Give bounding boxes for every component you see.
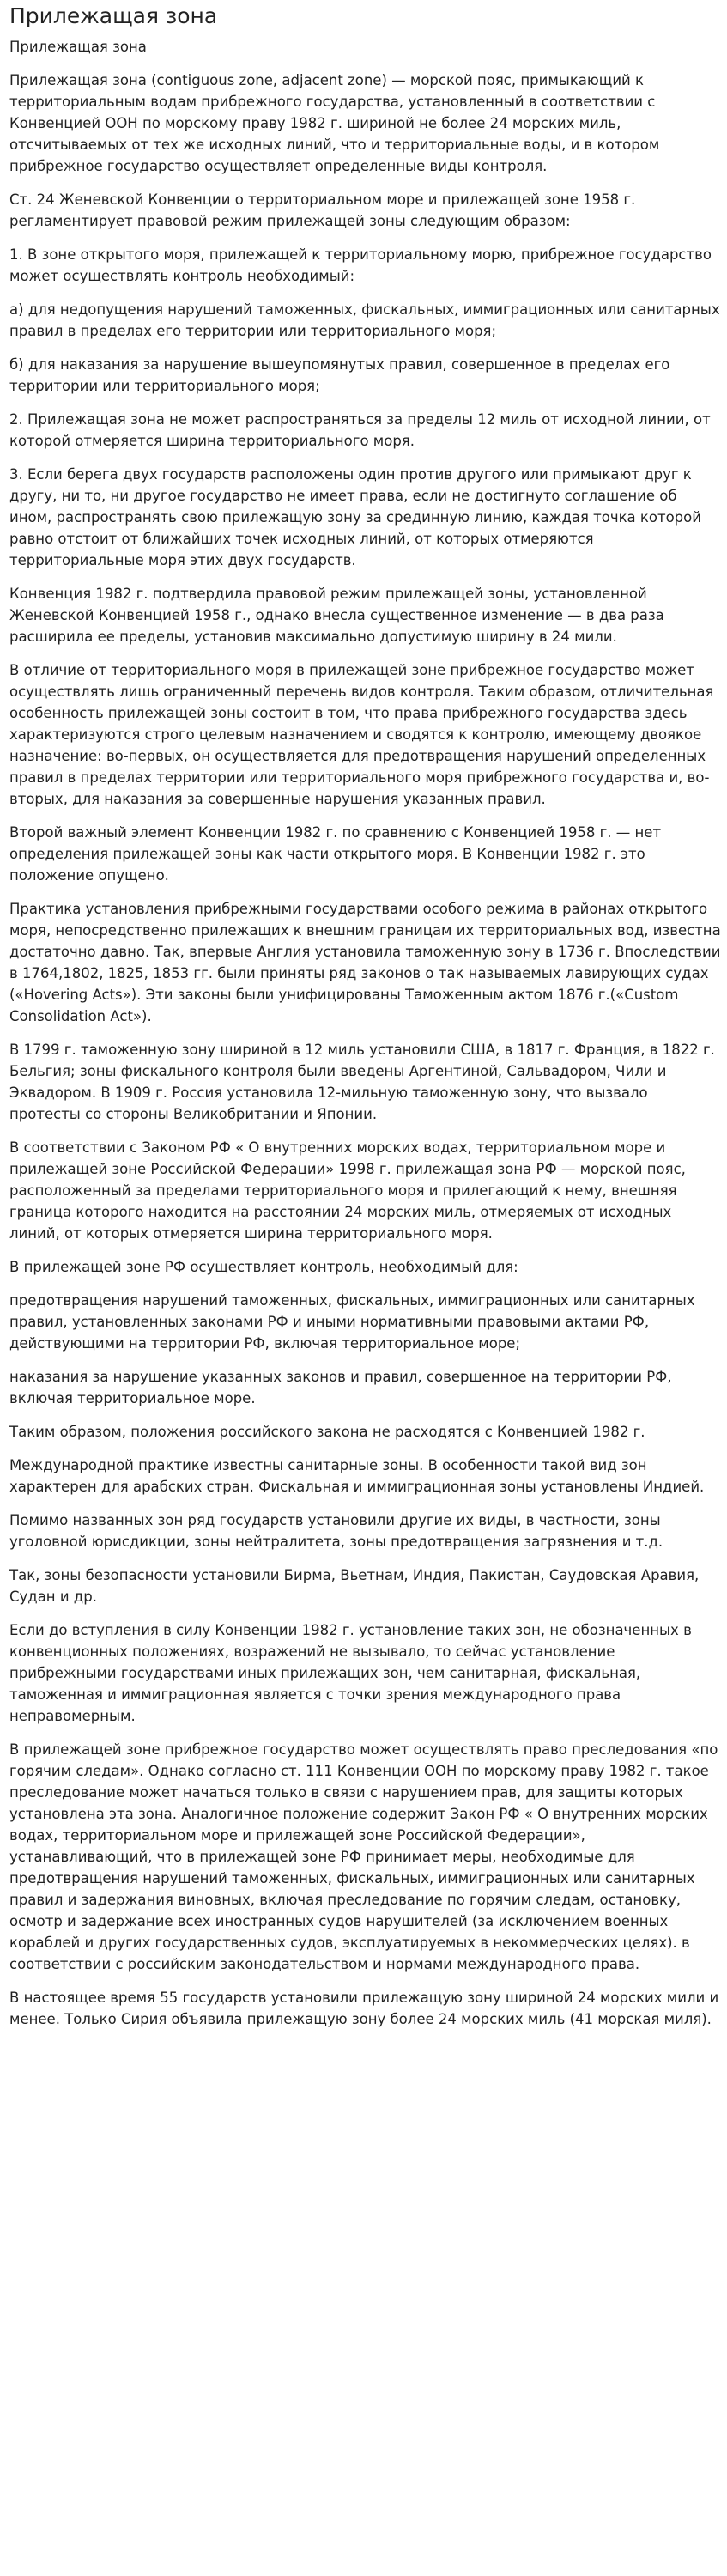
paragraph-sanitary-zones: Международной практике известны санитарные зоны. В особенности такой вид зон характерен для арабских стран. Фискальная и иммиграционная зоны установлены Индией. bbox=[9, 1457, 705, 1495]
paragraph-conclusion-consistency: Таким образом, положения российского закона не расходятся с Конвенцией 1982 г. bbox=[9, 1424, 645, 1440]
paragraph-geneva-art24: Ст. 24 Женевской Конвенции о территориальном море и прилежащей зоне 1958 г. регламентирует правовой режим прилежащей зоны следующим образом: bbox=[9, 191, 636, 229]
paragraph-rf-control-intro: В прилежащей зоне РФ осуществляет контроль, необходимый для: bbox=[9, 1259, 518, 1275]
paragraph-convention-1982: Конвенция 1982 г. подтвердила правовой режим прилежащей зоны, установленной Женевской Конвенцией 1958 г., однако внесла существенное изменение — в два раза расширила ее пределы, установив максимально допустимую ширину в 24 мили. bbox=[9, 586, 664, 645]
paragraph-rf-control-punishment: наказания за нарушение указанных законов и правил, совершенное на территории РФ, включая территориальное море. bbox=[9, 1369, 672, 1406]
paragraph-current-state: В настоящее время 55 государств установили прилежащую зону шириной 24 морских мили и менее. Только Сирия объявила прилежащую зону более 24 морских миль (41 морская миля). bbox=[9, 1990, 719, 2027]
paragraph-control-limits: В отличие от территориального моря в прилежащей зоне прибрежное государство может осуществлять лишь ограниченный перечень видов контроля. Таким образом, отличительная особенность прилежащей зоны состоит в том, что права прибрежного государства здесь характеризуются строго целевым назначением и сводятся к контролю, имеющему двоякое назначение: во-первых, он осуществляется для предотвращения нарушений определенных правил в пределах территории или территориального моря прибрежного государства и, во-вторых, для наказания за совершенные нарушения указанных правил. bbox=[9, 662, 714, 807]
paragraph-other-zones: Помимо названных зон ряд государств установили другие их виды, в частности, зоны уголовной юрисдикции, зоны нейтралитета, зоны предотвращения загрязнения и т.д. bbox=[9, 1512, 663, 1550]
paragraph-point-1: 1. В зоне открытого моря, прилежащей к территориальному морю, прибрежное государство может осуществлять контроль необходимый: bbox=[9, 246, 712, 284]
paragraph-security-zones: Так, зоны безопасности установили Бирма, Вьетнам, Индия, Пакистан, Саудовская Аравия, Судан и др. bbox=[9, 1567, 700, 1605]
paragraph-second-element: Второй важный элемент Конвенции 1982 г. по сравнению с Конвенцией 1958 г. — нет определения прилежащей зоны как части открытого моря. В Конвенции 1982 г. это положение опущено. bbox=[9, 824, 662, 884]
paragraph-point-1b: б) для наказания за нарушение вышеупомянутых правил, совершенное в пределах его территории или территориального моря; bbox=[9, 356, 670, 394]
paragraph-point-1a: а) для недопущения нарушений таможенных, фискальных, иммиграционных или санитарных правил в пределах его территории или территориального моря; bbox=[9, 301, 720, 339]
article-subtitle: Прилежащая зона bbox=[9, 39, 147, 55]
paragraph-russian-law: В соответствии с Законом РФ « О внутренних морских водах, территориальном море и прилежащей зоне Российской Федерации» 1998 г. прилежащая зона РФ — морской пояс, расположенный за пределами территориального моря и прилегающий к нему, внешняя граница которого находится на расстоянии 24 морских миль, отмеряемых от исходных линий, от которых отмеряется ширина территориального моря. bbox=[9, 1139, 686, 1242]
paragraph-history-england: Практика установления прибрежными государствами особого режима в районах открытого моря, непосредственно прилежащих к внешним границам их территориальных вод, известна достаточно давно. Так, впервые Англия установила таможенную зону в 1736 г. Впоследствии в 1764,1802, 1825, 1853 гг. были приняты ряд законов о так называемых лавирующих судах («Hovering Acts»). Эти законы были унифицированы Таможенным актом 1876 г.(«Custom Consolidation Act»). bbox=[9, 901, 721, 1024]
paragraph-hot-pursuit: В прилежащей зоне прибрежное государство может осуществлять право преследования «по горячим следам». Однако согласно ст. 111 Конвенции ООН по морскому праву 1982 г. такое преследование может начаться только в связи с нарушением прав, для защиты которых установлена эта зона. Аналогичное положение содержит Закон РФ « О внутренних морских водах, территориальном море и прилежащей зоне Российской Федерации», устанавливающий, что в прилежащей зоне РФ принимает меры, необходимые для предотвращения нарушений таможенных, фискальных, иммиграционных или санитарных правил и задержания виновных, включая преследование по горячим следам, остановку, осмотр и задержание всех иностранных судов нарушителей (за исключением военных кораблей и других государственных судов, эксплуатируемых в некоммерческих целях). в соответствии с российским законодательством и нормами международного права. bbox=[9, 1741, 718, 1972]
page-title: Прилежащая зона bbox=[9, 3, 218, 28]
paragraph-point-2: 2. Прилежащая зона не может распространяться за пределы 12 миль от исходной линии, от которой отмеряется ширина территориального моря. bbox=[9, 411, 711, 449]
paragraph-definition: Прилежащая зона (contiguous zone, adjacent zone) — морской пояс, примыкающий к территориальным водам прибрежного государства, установленный в соответствии с Конвенцией ООН по морскому праву 1982 г. шириной не более 24 морских миль, отсчитываемых от тех же исходных линий, что и территориальные воды, и в котором прибрежное государство осуществляет определенные виды контроля. bbox=[9, 72, 660, 174]
paragraph-unlawful-zones: Если до вступления в силу Конвенции 1982 г. установление таких зон, не обозначенных в конвенционных положениях, возражений не вызывало, то сейчас установление прибрежными государствами иных прилежащих зон, чем санитарная, фискальная, таможенная и иммиграционная является с точки зрения международного права неправомерным. bbox=[9, 1622, 692, 1724]
paragraph-point-3: 3. Если берега двух государств расположены один против другого или примыкают друг к другу, ни то, ни другое государство не имеет права, если не достигнуто соглашение об ином, распространять свою прилежащую зону за срединную линию, каждая точка которой равно отстоит от ближайших точек исходных линий, от которых отмеряются территориальные моря этих двух государств. bbox=[9, 466, 701, 568]
paragraph-history-other-states: В 1799 г. таможенную зону шириной в 12 миль установили США, в 1817 г. Франция, в 1822 г. Бельгия; зоны фискального контроля были введены Аргентиной, Сальвадором, Чили и Эквадором. В 1909 г. Россия установила 12-мильную таможенную зону, что вызвало протесты со стороны Великобритании и Японии. bbox=[9, 1042, 715, 1122]
paragraph-rf-control-prevention: предотвращения нарушений таможенных, фискальных, иммиграционных или санитарных правил, установленных законами РФ и иными нормативными правовыми актами РФ, действующими на территории РФ, включая территориальное море; bbox=[9, 1292, 695, 1352]
